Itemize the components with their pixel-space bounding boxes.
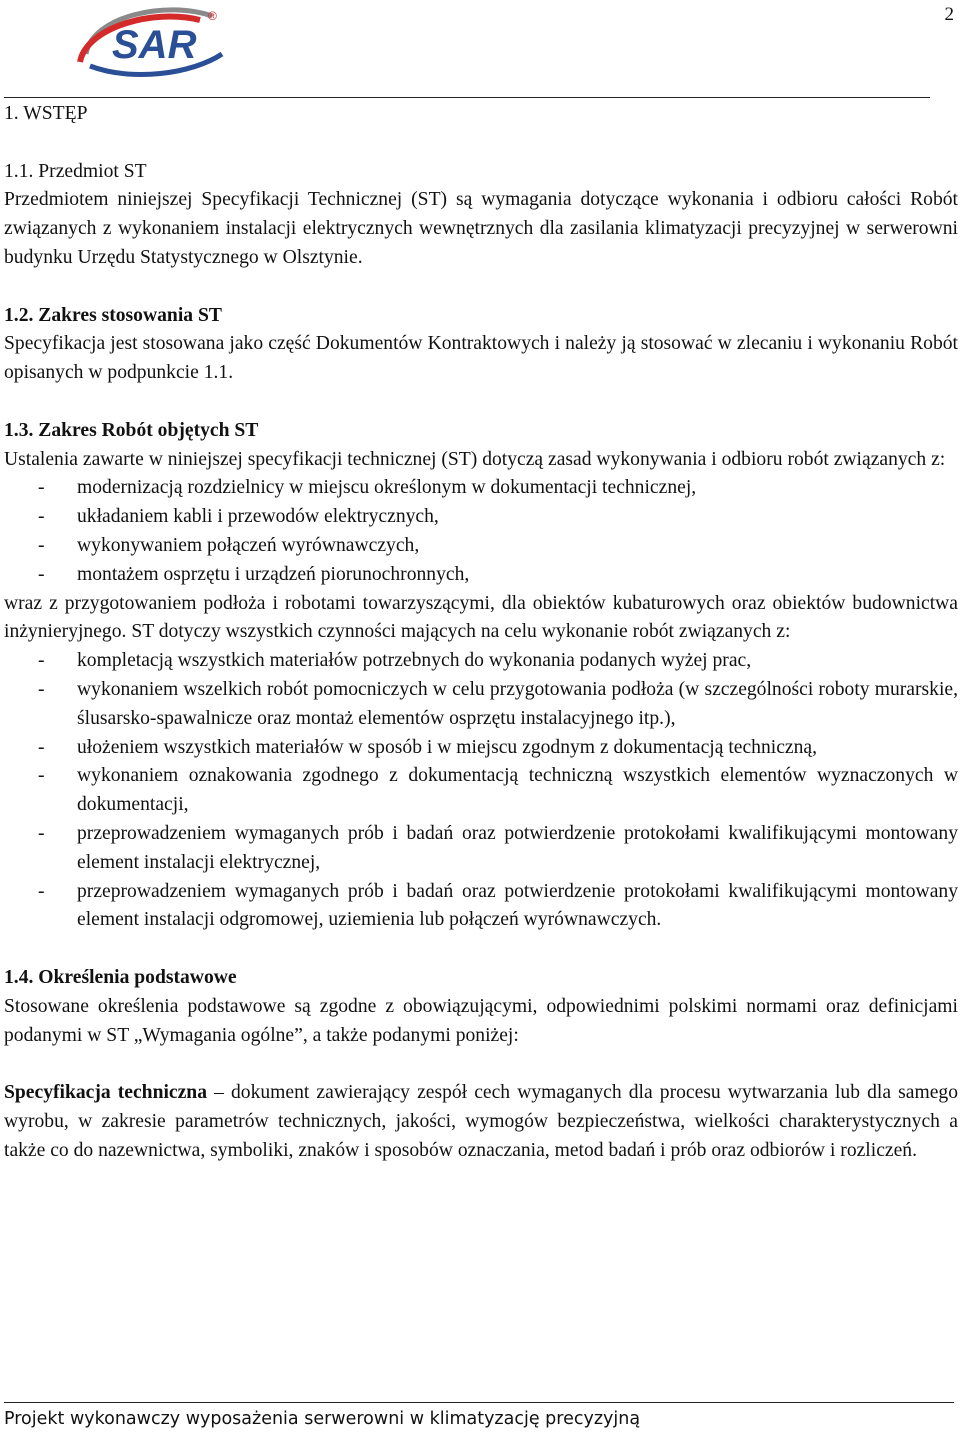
section-1-1-text: Przedmiotem niniejszej Specyfikacji Technicznej (ST) są wymagania dotyczące wykonania i odbioru całości Robót związanych z wykonaniem instalacji elektrycznych wewnętrznych dla zasilania klimatyzacji precyzyjnej w serwerowni budynku Urzędu Statystycznego w Olsztynie.	[4, 189, 958, 268]
footer-rule	[4, 1402, 954, 1403]
list-item: - przeprowadzeniem wymaganych prób i badań oraz potwierdzenie protokołami kwalifikującymi montowany element instalacji elektrycznej,	[38, 822, 958, 873]
list-item: - przeprowadzeniem wymaganych prób i badań oraz potwierdzenie protokołami kwalifikującymi montowany element instalacji odgromowej, uziemienia lub połączeń wyrównawczych.	[38, 880, 958, 931]
spacer	[4, 273, 958, 302]
page-number: 2	[944, 4, 954, 25]
section-1-4-text: Stosowane określenia podstawowe są zgodne z obowiązującymi, odpowiednimi polskimi normami oraz definicjami podanymi w ST „Wymagania ogólne”, a także podanymi poniżej:	[4, 995, 958, 1046]
list-item: - modernizacją rozdzielnicy w miejscu określonym w dokumentacji technicznej,	[38, 477, 697, 499]
list-item: - montażem osprzętu i urządzeń piorunochronnych,	[38, 563, 470, 585]
logo-text: SAR	[112, 23, 197, 67]
definition-text: – dokument zawierający zespół cech wymaganych dla procesu wytwarzania lub dla samego wyrobu, w zakresie parametrów technicznych, jakości, wymogów bezpieczeństwa, wielkości charakterystycznych a także co do nazewnictwa, symboliki, znaków i sposobów oznaczania, metod badań i prób oraz odbiorów i rozliczeń.	[4, 1082, 958, 1161]
sar-logo-graphic	[72, 2, 232, 80]
list-item: - ułożeniem wszystkich materiałów w sposób i w miejscu zgodnym z dokumentacją techniczną,	[38, 736, 817, 758]
document-body	[4, 100, 958, 1165]
spacer	[4, 935, 958, 964]
section-1-heading: 1. WSTĘP	[4, 103, 88, 124]
company-logo	[72, 2, 232, 80]
list-item: - wykonywaniem połączeń wyrównawczych,	[38, 534, 420, 556]
scope-list-2	[4, 647, 958, 935]
spacer	[4, 1050, 958, 1079]
list-item: - kompletacją wszystkich materiałów potrzebnych do wykonania podanych wyżej prac,	[38, 650, 752, 672]
list-item: - wykonaniem oznakowania zgodnego z dokumentacją techniczną wszystkich elementów wyznaczonych w dokumentacji,	[38, 765, 958, 816]
definition-paragraph	[4, 1079, 958, 1165]
header-rule	[4, 97, 930, 98]
section-1-2-heading: 1.2. Zakres stosowania ST	[4, 304, 222, 326]
logo-registered-mark: ®	[208, 9, 217, 23]
list-item: - wykonaniem wszelkich robót pomocniczych w celu przygotowania podłoża (w szczególności roboty murarskie, ślusarsko-spawalnicze oraz montaż elementów osprzętu instalacyjnego itp.),	[38, 678, 958, 729]
definition-term: Specyfikacja techniczna	[4, 1082, 207, 1104]
section-1-1-heading: 1.1. Przedmiot ST	[4, 160, 147, 182]
spacer	[4, 388, 958, 417]
section-1-3-intro: Ustalenia zawarte w niniejszej specyfikacji technicznej (ST) dotyczą zasad wykonywania i odbioru robót związanych z:	[4, 448, 946, 470]
scope-list-1	[4, 474, 958, 589]
footer-text: Projekt wykonawczy wyposażenia serwerowni w klimatyzację precyzyjną	[4, 1409, 641, 1429]
section-1-2-text: Specyfikacja jest stosowana jako część Dokumentów Kontraktowych i należy ją stosować w zlecaniu i wykonaniu Robót opisanych w podpunkcie 1.1.	[4, 333, 958, 384]
list-item: - układaniem kabli i przewodów elektrycznych,	[38, 506, 439, 528]
spacer	[4, 129, 958, 158]
section-1-3-middle: wraz z przygotowaniem podłoża i robotami towarzyszącymi, dla obiektów kubaturowych oraz obiektów budownictwa inżynieryjnego. ST dotyczy wszystkich czynności mających na celu wykonanie robót związanych z:	[4, 592, 958, 643]
section-1-3-heading: 1.3. Zakres Robót objętych ST	[4, 419, 259, 441]
section-1-4-heading: 1.4. Określenia podstawowe	[4, 966, 237, 988]
